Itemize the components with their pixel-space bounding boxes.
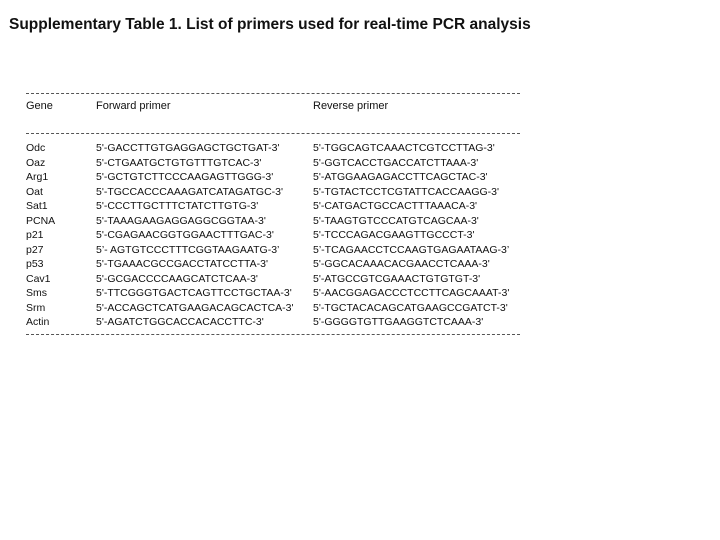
reverse-primer-cell: 5'-TGTACTCCTCGTATTCACCAAGG-3'	[313, 185, 500, 198]
reverse-primer-cell: 5'-GGCACAAACACGAACCTCAAA-3'	[313, 258, 490, 270]
gene-cell: Actin	[26, 316, 50, 328]
gene-cell: Sms	[26, 287, 47, 299]
forward-primer-cell: 5'-CTGAATGCTGTGTTTGTCAC-3'	[96, 156, 262, 169]
reverse-primer-cell: 5'-AACGGAGACCCTCCTTCAGCAAAT-3'	[313, 287, 510, 299]
table-row	[0, 273, 720, 288]
reverse-primer-cell: 5'-GGTCACCTGACCATCTTAAA-3'	[313, 156, 479, 169]
reverse-primer-cell: 5'-CATGACTGCCACTTTAAACA-3'	[313, 200, 478, 212]
table-bottom-rule	[26, 334, 520, 335]
table-row	[0, 287, 720, 302]
reverse-primer-cell: 5'-GGGGTGTTGAAGGTCTCAAA-3'	[313, 316, 484, 328]
primer-table-body	[0, 142, 720, 331]
reverse-primer-cell: 5'-TAAGTGTCCCATGTCAGCAA-3'	[313, 214, 479, 227]
table-top-rule	[26, 93, 520, 94]
reverse-primer-cell: 5'-TCCCAGACGAAGTTGCCCT-3'	[313, 229, 475, 241]
reverse-primer-cell: 5'-TGCTACACAGCATGAAGCCGATCT-3'	[313, 301, 508, 314]
gene-cell: p27	[26, 243, 44, 256]
reverse-primer-cell: 5'-ATGCCGTCGAAACTGTGTGT-3'	[313, 272, 481, 285]
forward-primer-cell: 5'-TTCGGGTGACTCAGTTCCTGCTAA-3'	[96, 287, 292, 299]
table-row	[0, 142, 720, 157]
table-header-rule	[26, 133, 520, 134]
table-row	[0, 200, 720, 215]
reverse-primer-cell: 5'-ATGGAAGAGACCTTCAGCTAC-3'	[313, 171, 488, 183]
table-row	[0, 157, 720, 172]
gene-cell: Arg1	[26, 171, 49, 183]
gene-cell: Srm	[26, 301, 46, 314]
gene-cell: p21	[26, 229, 44, 241]
table-row	[0, 316, 720, 331]
table-row	[0, 258, 720, 273]
table-row	[0, 302, 720, 317]
gene-cell: Oat	[26, 185, 43, 198]
forward-primer-cell: 5’- AGTGTCCCTTTCGGTAAGAATG-3’	[96, 243, 280, 256]
forward-primer-cell: 5'-CGAGAACGGTGGAACTTTGAC-3'	[96, 229, 274, 241]
forward-primer-cell: 5'-CCCTTGCTTTCTATCTTGTG-3'	[96, 200, 259, 212]
forward-primer-cell: 5'-ACCAGCTCATGAAGACAGCACTCA-3'	[96, 301, 294, 314]
table-row	[0, 229, 720, 244]
forward-primer-cell: 5'-TGCCACCCAAAGATCATAGATGC-3'	[96, 185, 283, 198]
table-row	[0, 186, 720, 201]
forward-primer-cell: 5'-TGAAACGCCGACCTATCCTTA-3'	[96, 258, 269, 270]
header-forward-primer: Forward primer	[96, 100, 171, 112]
document-title: Supplementary Table 1. List of primers used for real-time PCR analysis	[9, 16, 531, 33]
table-row	[0, 215, 720, 230]
forward-primer-cell: 5'-TAAAGAAGAGGAGGCGGTAA-3'	[96, 214, 266, 227]
gene-cell: PCNA	[26, 214, 56, 227]
gene-cell: Cav1	[26, 272, 51, 285]
gene-cell: Odc	[26, 142, 46, 154]
forward-primer-cell: 5'-AGATCTGGCACCACACCTTC-3'	[96, 316, 264, 328]
forward-primer-cell: 5'-GACCTTGTGAGGAGCTGCTGAT-3'	[96, 142, 280, 154]
header-gene: Gene	[26, 100, 53, 112]
table-row	[0, 244, 720, 259]
forward-primer-cell: 5'-GCGACCCCAAGCATCTCAA-3'	[96, 272, 258, 285]
header-reverse-primer: Reverse primer	[313, 100, 389, 112]
gene-cell: p53	[26, 258, 44, 270]
gene-cell: Sat1	[26, 200, 48, 212]
gene-cell: Oaz	[26, 156, 46, 169]
forward-primer-cell: 5'-GCTGTCTTCCCAAGAGTTGGG-3'	[96, 171, 274, 183]
table-row	[0, 171, 720, 186]
reverse-primer-cell: 5’-TCAGAACCTCCAAGTGAGAATAAG-3’	[313, 243, 510, 256]
reverse-primer-cell: 5'-TGGCAGTCAAACTCGTCCTTAG-3'	[313, 142, 495, 154]
